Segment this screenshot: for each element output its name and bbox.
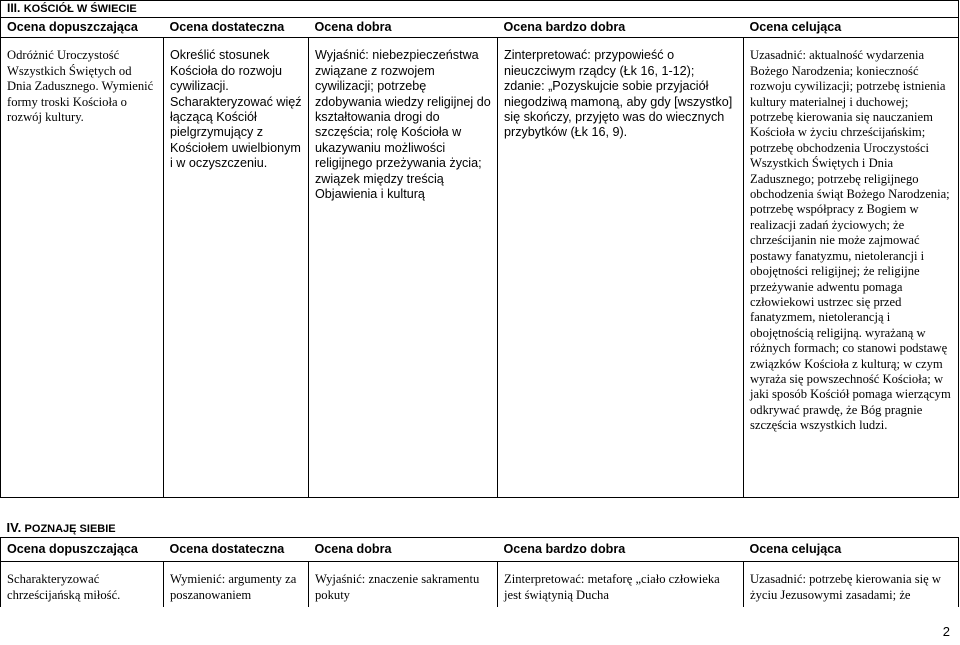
cell-dostateczna: Określić stosunek Kościoła do rozwoju cywilizacji. Scharakteryzować więź łączącą Kościół pielgrzymujący z Kościołem uwielbionym i w oczyszczeniu. bbox=[164, 38, 309, 498]
cell-celujaca-4: Uzasadnić: potrzebę kierowania się w życiu Jezusowymi zasadami; że bbox=[744, 562, 959, 607]
section-4-table bbox=[0, 520, 959, 607]
header-dostateczna: Ocena dostateczna bbox=[164, 18, 309, 38]
header-dobra-4: Ocena dobra bbox=[309, 538, 498, 562]
header-bardzo-dobra-4: Ocena bardzo dobra bbox=[498, 538, 744, 562]
section-4-title-text: POZNAJĘ SIEBIE bbox=[24, 523, 116, 535]
cell-dopuszczajaca-4: Scharakteryzować chrześcijańską miłość. bbox=[1, 562, 164, 607]
section-4-title bbox=[1, 520, 959, 538]
cell-bardzo-dobra-4: Zinterpretować: metaforę „ciało człowieka jest świątynią Ducha bbox=[498, 562, 744, 607]
section-4-header-row bbox=[1, 538, 959, 562]
section-3-content-row bbox=[1, 38, 959, 498]
cell-celujaca: Uzasadnić: aktualność wydarzenia Bożego Narodzenia; konieczność rozwoju cywilizacji; potrzebę istnienia kultury materialnej i duchowej; potrzebę kierowania się nauczaniem Kościoła w życiu chrześcijańskim; potrzebę obchodzenia Uroczystości Wszystkich Świętych i Dnia Zadusznego; potrzebę religijnego obchodzenia świąt Bożego Narodzenia; potrzebę współpracy z Bogiem w realizacji zadań życiowych; że chrześcijanin nie może zajmować postawy fanatyzmu, nietolerancji i obojętności religijnej; że religijne przeżywanie adwentu pomaga człowiekowi ustrzec się przed fanatyzmem, nietolerancją i obojętnością religijną. wyrażaną w różnych formach; co stanowi podstawę związków Kościoła z kulturą; w czym wyraża się powszechność Kościoła; w jaki sposób Kościół pomaga wierzącym odkrywać prawdę, że Bóg pragnie szczęścia wszystkich ludzi. bbox=[744, 38, 959, 498]
section-3-title bbox=[1, 1, 959, 18]
page-number: 2 bbox=[942, 623, 950, 639]
cell-bardzo-dobra: Zinterpretować: przypowieść o nieuczciwym rządcy (Łk 16, 1-12); zdanie: „Pozyskujcie sobie przyjaciół niegodziwą mamoną, aby gdy [wszystko] się skończy, przyjęto was do wiecznych przybytków (Łk 16, 9). bbox=[498, 38, 744, 498]
section-3-title-text: KOŚCIÓŁ W ŚWIECIE bbox=[23, 3, 137, 15]
header-celujaca-4: Ocena celująca bbox=[744, 538, 959, 562]
header-celujaca: Ocena celująca bbox=[744, 18, 959, 38]
header-dostateczna-4: Ocena dostateczna bbox=[164, 538, 309, 562]
section-4-content-row bbox=[1, 562, 959, 607]
header-dopuszczajaca: Ocena dopuszczająca bbox=[1, 18, 164, 38]
section-4-number: IV. bbox=[6, 520, 22, 535]
header-bardzo-dobra: Ocena bardzo dobra bbox=[498, 18, 744, 38]
header-dobra: Ocena dobra bbox=[309, 18, 498, 38]
section-3-header-row bbox=[1, 18, 959, 38]
cell-dobra-4: Wyjaśnić: znaczenie sakramentu pokuty bbox=[309, 562, 498, 607]
header-dopuszczajaca-4: Ocena dopuszczająca bbox=[1, 538, 164, 562]
cell-dobra: Wyjaśnić: niebezpieczeństwa związane z rozwojem cywilizacji; potrzebę zdobywania wiedzy religijnej do kształtowania drogi do szczęścia; rolę Kościoła w ukazywaniu możliwości religijnego przeżywania życia; związek między treścią Objawienia i kulturą bbox=[309, 38, 498, 498]
cell-dopuszczajaca: Odróżnić Uroczystość Wszystkich Świętych od Dnia Zadusznego. Wymienić formy troski Kościoła o rozwój kultury. bbox=[1, 38, 164, 498]
section-3-number: III. bbox=[7, 1, 21, 15]
cell-dostateczna-4: Wymienić: argumenty za poszanowaniem bbox=[164, 562, 309, 607]
